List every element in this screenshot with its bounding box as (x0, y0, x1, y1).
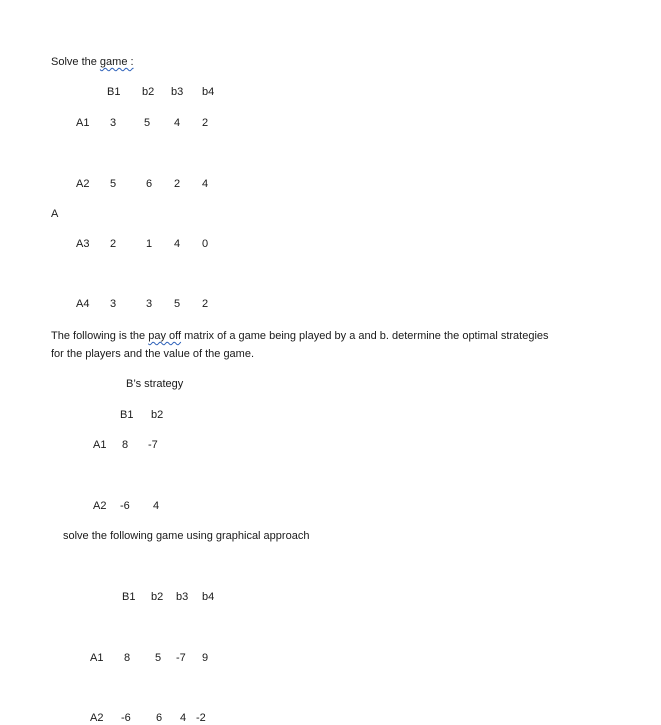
problem1-row-label: A3 (76, 238, 90, 250)
problem1-cell: 4 (174, 238, 181, 250)
problem1-cell: 3 (110, 117, 117, 129)
problem3-header-b4: b4 (202, 591, 215, 603)
problem1-cell: 4 (174, 117, 181, 129)
problem1-title-prefix: Solve the (51, 56, 100, 68)
problem2-row-label: A1 (93, 439, 107, 451)
problem1-cell: 2 (202, 117, 209, 129)
problem3-cell: 4 (180, 712, 187, 724)
problem3-cell: -2 (196, 712, 206, 724)
problem1-cell: 3 (110, 298, 117, 310)
problem2-cell: -7 (148, 439, 158, 451)
problem2-line1-prefix: The following is the (51, 330, 149, 342)
problem1-cell: 2 (202, 298, 209, 310)
problem2-col-player-label: B’s strategy (126, 378, 184, 390)
problem3-cell: 6 (156, 712, 163, 724)
problem1-cell: 5 (144, 117, 151, 129)
problem1-row-label: A4 (76, 298, 90, 310)
problem1-header-b4: b4 (202, 86, 215, 98)
problem2-line2: for the players and the value of the game. (51, 348, 255, 360)
problem3-cell: 5 (155, 652, 162, 664)
problem2-row-label: A2 (93, 500, 107, 512)
problem1-cell: 6 (146, 178, 153, 190)
problem1-row-label: A1 (76, 117, 90, 129)
problem3-row-label: A2 (90, 712, 104, 724)
problem2-line1-marked: pay off (148, 330, 182, 342)
problem2-cell: -6 (120, 500, 130, 512)
problem1-title (51, 56, 134, 69)
problem1-row-label: A2 (76, 178, 90, 190)
problem1-row-player-label: A (51, 208, 59, 220)
problem3-header-b2: b2 (151, 591, 164, 603)
problem1-cell: 5 (110, 178, 117, 190)
problem2-line1 (51, 330, 549, 343)
problem2-cell: 8 (122, 439, 129, 451)
problem2-header-b2: b2 (151, 409, 164, 421)
problem1-cell: 4 (202, 178, 209, 190)
problem2-header-b1: B1 (120, 409, 134, 421)
problem3-header-b3: b3 (176, 591, 189, 603)
problem3-header-b1: B1 (122, 591, 136, 603)
problem3-row-label: A1 (90, 652, 104, 664)
problem1-header-b1: B1 (107, 86, 121, 98)
problem3-cell: 8 (124, 652, 131, 664)
problem1-cell: 2 (110, 238, 117, 250)
problem1-header-b3: b3 (171, 86, 184, 98)
problem3-cell: -7 (176, 652, 186, 664)
problem1-cell: 2 (174, 178, 181, 190)
problem1-cell: 3 (146, 298, 153, 310)
problem2-cell: 4 (153, 500, 160, 512)
problem3-instruction: solve the following game using graphical approach (63, 530, 310, 542)
problem1-title-marked: game : (99, 56, 134, 68)
problem1-header-b2: b2 (142, 86, 155, 98)
problem1-cell: 0 (202, 238, 209, 250)
problem1-cell: 1 (146, 238, 153, 250)
problem3-cell: 9 (202, 652, 209, 664)
problem2-line1-suffix: matrix of a game being played by a and b. determine the optimal strategies (181, 330, 549, 342)
problem3-cell: -6 (121, 712, 131, 724)
problem1-cell: 5 (174, 298, 181, 310)
